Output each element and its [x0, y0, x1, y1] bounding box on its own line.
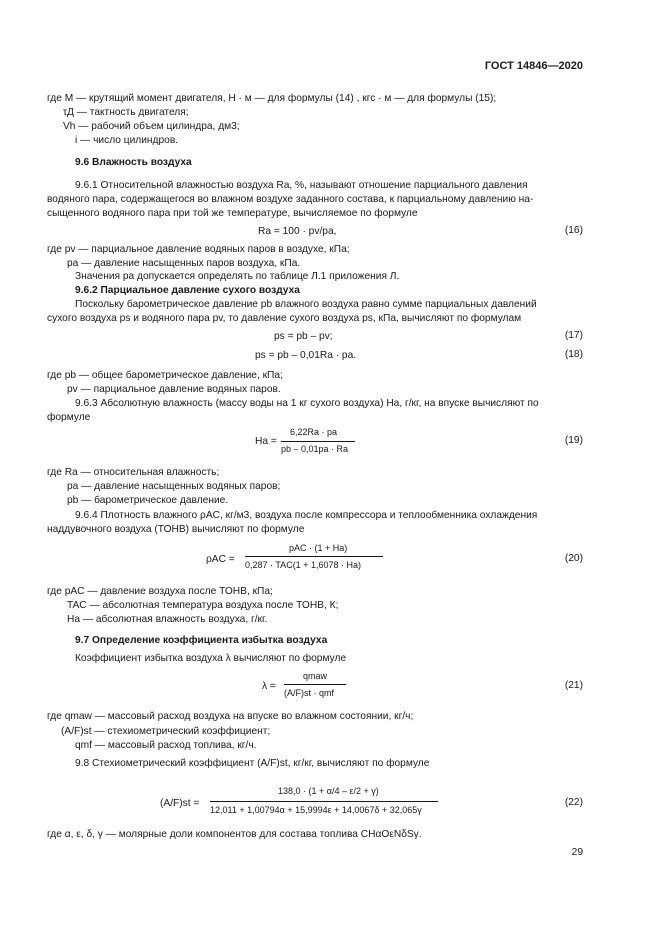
text-line: pb — барометрическое давление. [67, 495, 229, 506]
text-line: сыщенного водяного пара при той же температуре, вычисляемое по формуле [47, 208, 418, 219]
text-line: qmf — массовый расход топлива, кг/ч. [75, 740, 257, 751]
text-line: Значения pa допускается определять по таблице Л.1 приложения Л. [75, 271, 400, 282]
page-number: 29 [571, 847, 583, 858]
text-line: TAC — абсолютная температура воздуха после ТОНВ, К; [67, 600, 339, 611]
section-heading: 9.7 Определение коэффициента избытка воздуха [75, 635, 328, 646]
formula-number: (20) [564, 553, 583, 564]
text-line: Коэффициент избытка воздуха λ вычисляют по формуле [75, 653, 347, 664]
text-line: где Ra — относительная влажность; [47, 467, 220, 478]
formula-20-lhs: ρAC = [206, 554, 235, 565]
text-line: 9.6.1 Относительной влажностью воздуха Ra, %, называют отношение парциального давления [75, 180, 528, 191]
text-line: (A/F)st — стехиометрический коэффициент; [61, 726, 271, 737]
formula-16: Ra = 100 · pv/pa, [258, 226, 337, 237]
formula-number: (17) [564, 330, 583, 341]
formula-18: ps = pb – 0,01Ra · pa. [255, 350, 357, 361]
fraction-bar [245, 556, 383, 557]
text-line: формуле [47, 412, 91, 423]
formula-22-lhs: (A/F)st = [160, 798, 200, 809]
fraction-bar [284, 684, 346, 685]
formula-22-numerator: 138,0 · (1 + α/4 – ε/2 + γ) [278, 786, 379, 796]
text-line: Поскольку барометрическое давление pb влажного воздуха равно сумме парциальных давлений [75, 299, 537, 310]
text-line: Ha — абсолютная влажность воздуха, г/кг. [67, 614, 268, 625]
formula-17: ps = pb – pv; [274, 331, 333, 342]
formula-21-numerator: qmaw [303, 671, 328, 681]
text-line: где pb — общее барометрическое давление, кПа; [47, 370, 283, 381]
fraction-bar [281, 441, 355, 442]
formula-22-denominator: 12,011 + 1,00794α + 15,9994ε + 14,0067δ + 32,065γ [210, 805, 422, 815]
text-line: τД — тактность двигателя; [63, 107, 189, 118]
text-line: где pv — парциальное давление водяных паров в воздухе, кПа; [47, 244, 350, 255]
text-line: pa — давление насыщенных паров воздуха, кПа. [67, 258, 301, 269]
formula-19-numerator: 6,22Ra · pa [290, 427, 338, 437]
text-line: Vh — рабочий объем цилиндра, дм3; [63, 121, 240, 132]
formula-20-numerator: pAC · (1 + Ha) [289, 543, 348, 553]
text-line: 9.6.3 Абсолютную влажность (массу воды на 1 кг сухого воздуха) Ha, г/кг, на впуске вычисляют по [75, 398, 539, 409]
text-line: 9.8 Стехиометрический коэффициент (A/F)st, кг/кг, вычисляют по формуле [75, 758, 430, 769]
formula-number: (19) [564, 435, 583, 446]
formula-19-denominator: pb – 0,01pa · Ra [281, 444, 349, 454]
text-line: наддувочного воздуха (ТОНВ) вычисляют по формуле [47, 524, 305, 535]
text-line: где qmaw — массовый расход воздуха на впуске во влажном состоянии, кг/ч; [47, 711, 414, 722]
formula-number: (16) [564, 225, 583, 236]
fraction-bar [210, 801, 438, 802]
formula-number: (21) [564, 680, 583, 691]
text-line: pv — парциальное давление водяных паров. [67, 384, 281, 395]
text-line: pa — давление насыщенных водяных паров; [67, 481, 281, 492]
text-line: где M — крутящий момент двигателя, Н · м — для формулы (14) , кгс · м — для формулы (15); [47, 93, 497, 104]
text-line: водяного пара, содержащегося во влажном воздухе заданного состава, к парциальному давлению на- [47, 194, 534, 205]
formula-21-denominator: (A/F)st · qmf [284, 688, 334, 698]
formula-21-lhs: λ = [262, 681, 276, 692]
standard-code: ГОСТ 14846—2020 [484, 60, 583, 72]
formula-19-lhs: Ha = [255, 436, 277, 447]
section-heading: 9.6 Влажность воздуха [75, 157, 192, 168]
text-line: где pAC — давление воздуха после ТОНВ, кПа; [47, 586, 273, 597]
text-line: где α, ε, δ, γ — молярные доли компонентов для состава топлива CHαOεNδSγ. [47, 829, 422, 840]
text-line: i — число цилиндров. [75, 135, 179, 146]
formula-20-denominator: 0,287 · TAC(1 + 1,6078 · Ha) [245, 560, 361, 570]
formula-number: (18) [564, 349, 583, 360]
text-line: 9.6.4 Плотность влажного ρAC, кг/м3, воздуха после компрессора и теплообменника охлаждения [75, 510, 538, 521]
formula-number: (22) [564, 797, 583, 808]
section-heading: 9.6.2 Парциальное давление сухого воздуха [75, 285, 300, 296]
text-line: сухого воздуха ps и водяного пара pv, то давление сухого воздуха ps, кПа, вычисляют по формулам [47, 313, 522, 324]
